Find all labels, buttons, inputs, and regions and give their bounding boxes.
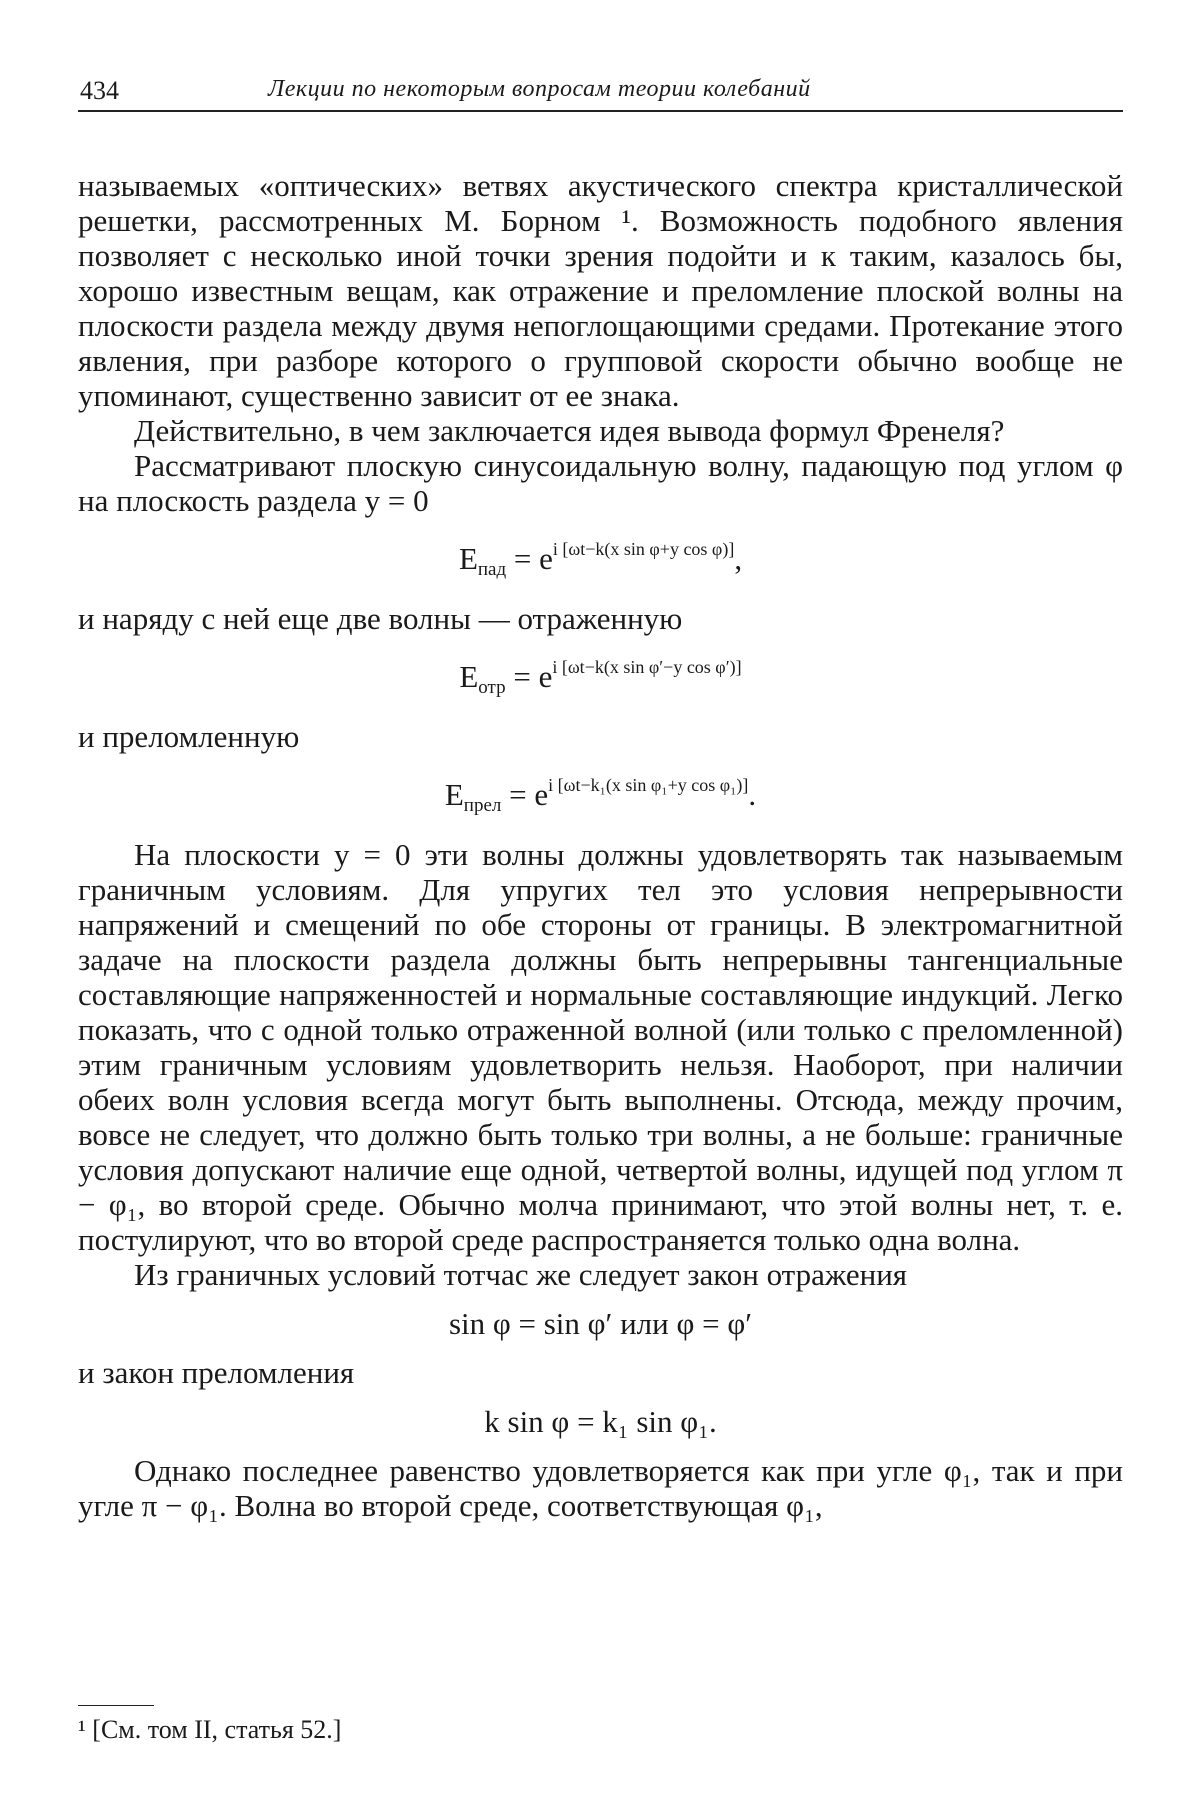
footnote: ¹ [См. том II, статья 52.] [78, 1715, 342, 1744]
footnote-rule [78, 1705, 154, 1706]
equation-reflected-subscript: отр [478, 677, 506, 698]
body-text [78, 168, 1123, 1523]
equation-refracted-wave [78, 768, 1123, 823]
paragraph-3: Рассматривают плоскую синусоидальную волну, падающую под углом φ на плоскость раздела y = 0 [78, 448, 1123, 518]
equation-refracted-subscript: прел [463, 795, 502, 816]
equation-incident-exponent: i [ωt−k(x sin φ+y cos φ)] [552, 539, 735, 559]
equation-refraction-law: k sin φ = k₁ sin φ₁. [484, 1404, 717, 1439]
equation-reflected-exponent: i [ωt−k(x sin φ′−y cos φ′)] [552, 657, 742, 677]
equation-reflection-law: sin φ = sin φ′ или φ = φ′ [448, 1306, 753, 1341]
paragraph-6: На плоскости y = 0 эти волны должны удовлетворять так называемым граничным условиям. Для упругих тел это условия непрерывности напряжений и смещений по обе стороны от границы. В электромагнитной задаче на плоскости раздела должны быть непрерывны тангенциальные составляющие напряженностей и нормальные составляющие индукций. Легко показать, что с одной только отраженной волной (или только с преломленной) этим граничным условиям удовлетворить нельзя. Наоборот, при наличии обеих волн условия всегда могут быть выполнены. Отсюда, между прочим, вовсе не следует, что должно быть только три волны, а не больше: граничные условия допускают наличие еще одной, четвертой волны, идущей под углом π − φ₁, во второй среде. Обычно молча принимают, что этой волны нет, т. е. постулируют, что во второй среде распространяется только одна волна. [78, 837, 1123, 1257]
equation-reflected-wave [78, 650, 1123, 705]
equation-refracted-exponent: i [ωt−k₁(x sin φ₁+y cos φ₁)] [548, 775, 749, 795]
page [78, 70, 1123, 1523]
paragraph-4: и наряду с ней еще две волны — отраженную [78, 601, 683, 636]
paragraph-9: Однако последнее равенство удовлетворяется как при угле φ₁, так и при угле π − φ₁. Волна во второй среде, соответствующая φ₁, [78, 1453, 1123, 1523]
paragraph-2: Действительно, в чем заключается идея вывода формул Френеля? [134, 413, 1005, 448]
paragraph-7: Из граничных условий тотчас же следует закон отражения [134, 1257, 908, 1292]
equation-reflected-rhs: = e [505, 659, 553, 694]
equation-incident-lhs: E [458, 541, 478, 576]
running-title: Лекции по некоторым вопросам теории колебаний [268, 76, 811, 102]
paragraph-8: и закон преломления [78, 1355, 355, 1390]
equation-incident-rhs: = e [506, 541, 553, 576]
equation-reflected-lhs: E [459, 659, 479, 694]
equation-refracted-tail: . [748, 777, 757, 812]
equation-refracted-lhs: E [444, 777, 464, 812]
equation-incident-wave [78, 532, 1123, 587]
paragraph-1: называемых «оптических» ветвях акустического спектра кристаллической решетки, рассмотренных М. Борном ¹. Возможность подобного явления позволяет с несколько иной точки зрения подойти и к таким, казалось бы, хорошо известным вещам, как отражение и преломление плоской волны на плоскости раздела между двумя непоглощающими средами. Протекание этого явления, при разборе которого о групповой скорости обычно вообще не упоминают, существенно зависит от ее знака. [78, 168, 1123, 413]
equation-incident-subscript: пад [477, 559, 507, 580]
equation-incident-tail: , [734, 541, 743, 576]
equation-refracted-rhs: = e [501, 777, 549, 812]
running-header [78, 70, 1123, 112]
page-number: 434 [80, 76, 119, 105]
paragraph-5: и преломленную [78, 719, 300, 754]
